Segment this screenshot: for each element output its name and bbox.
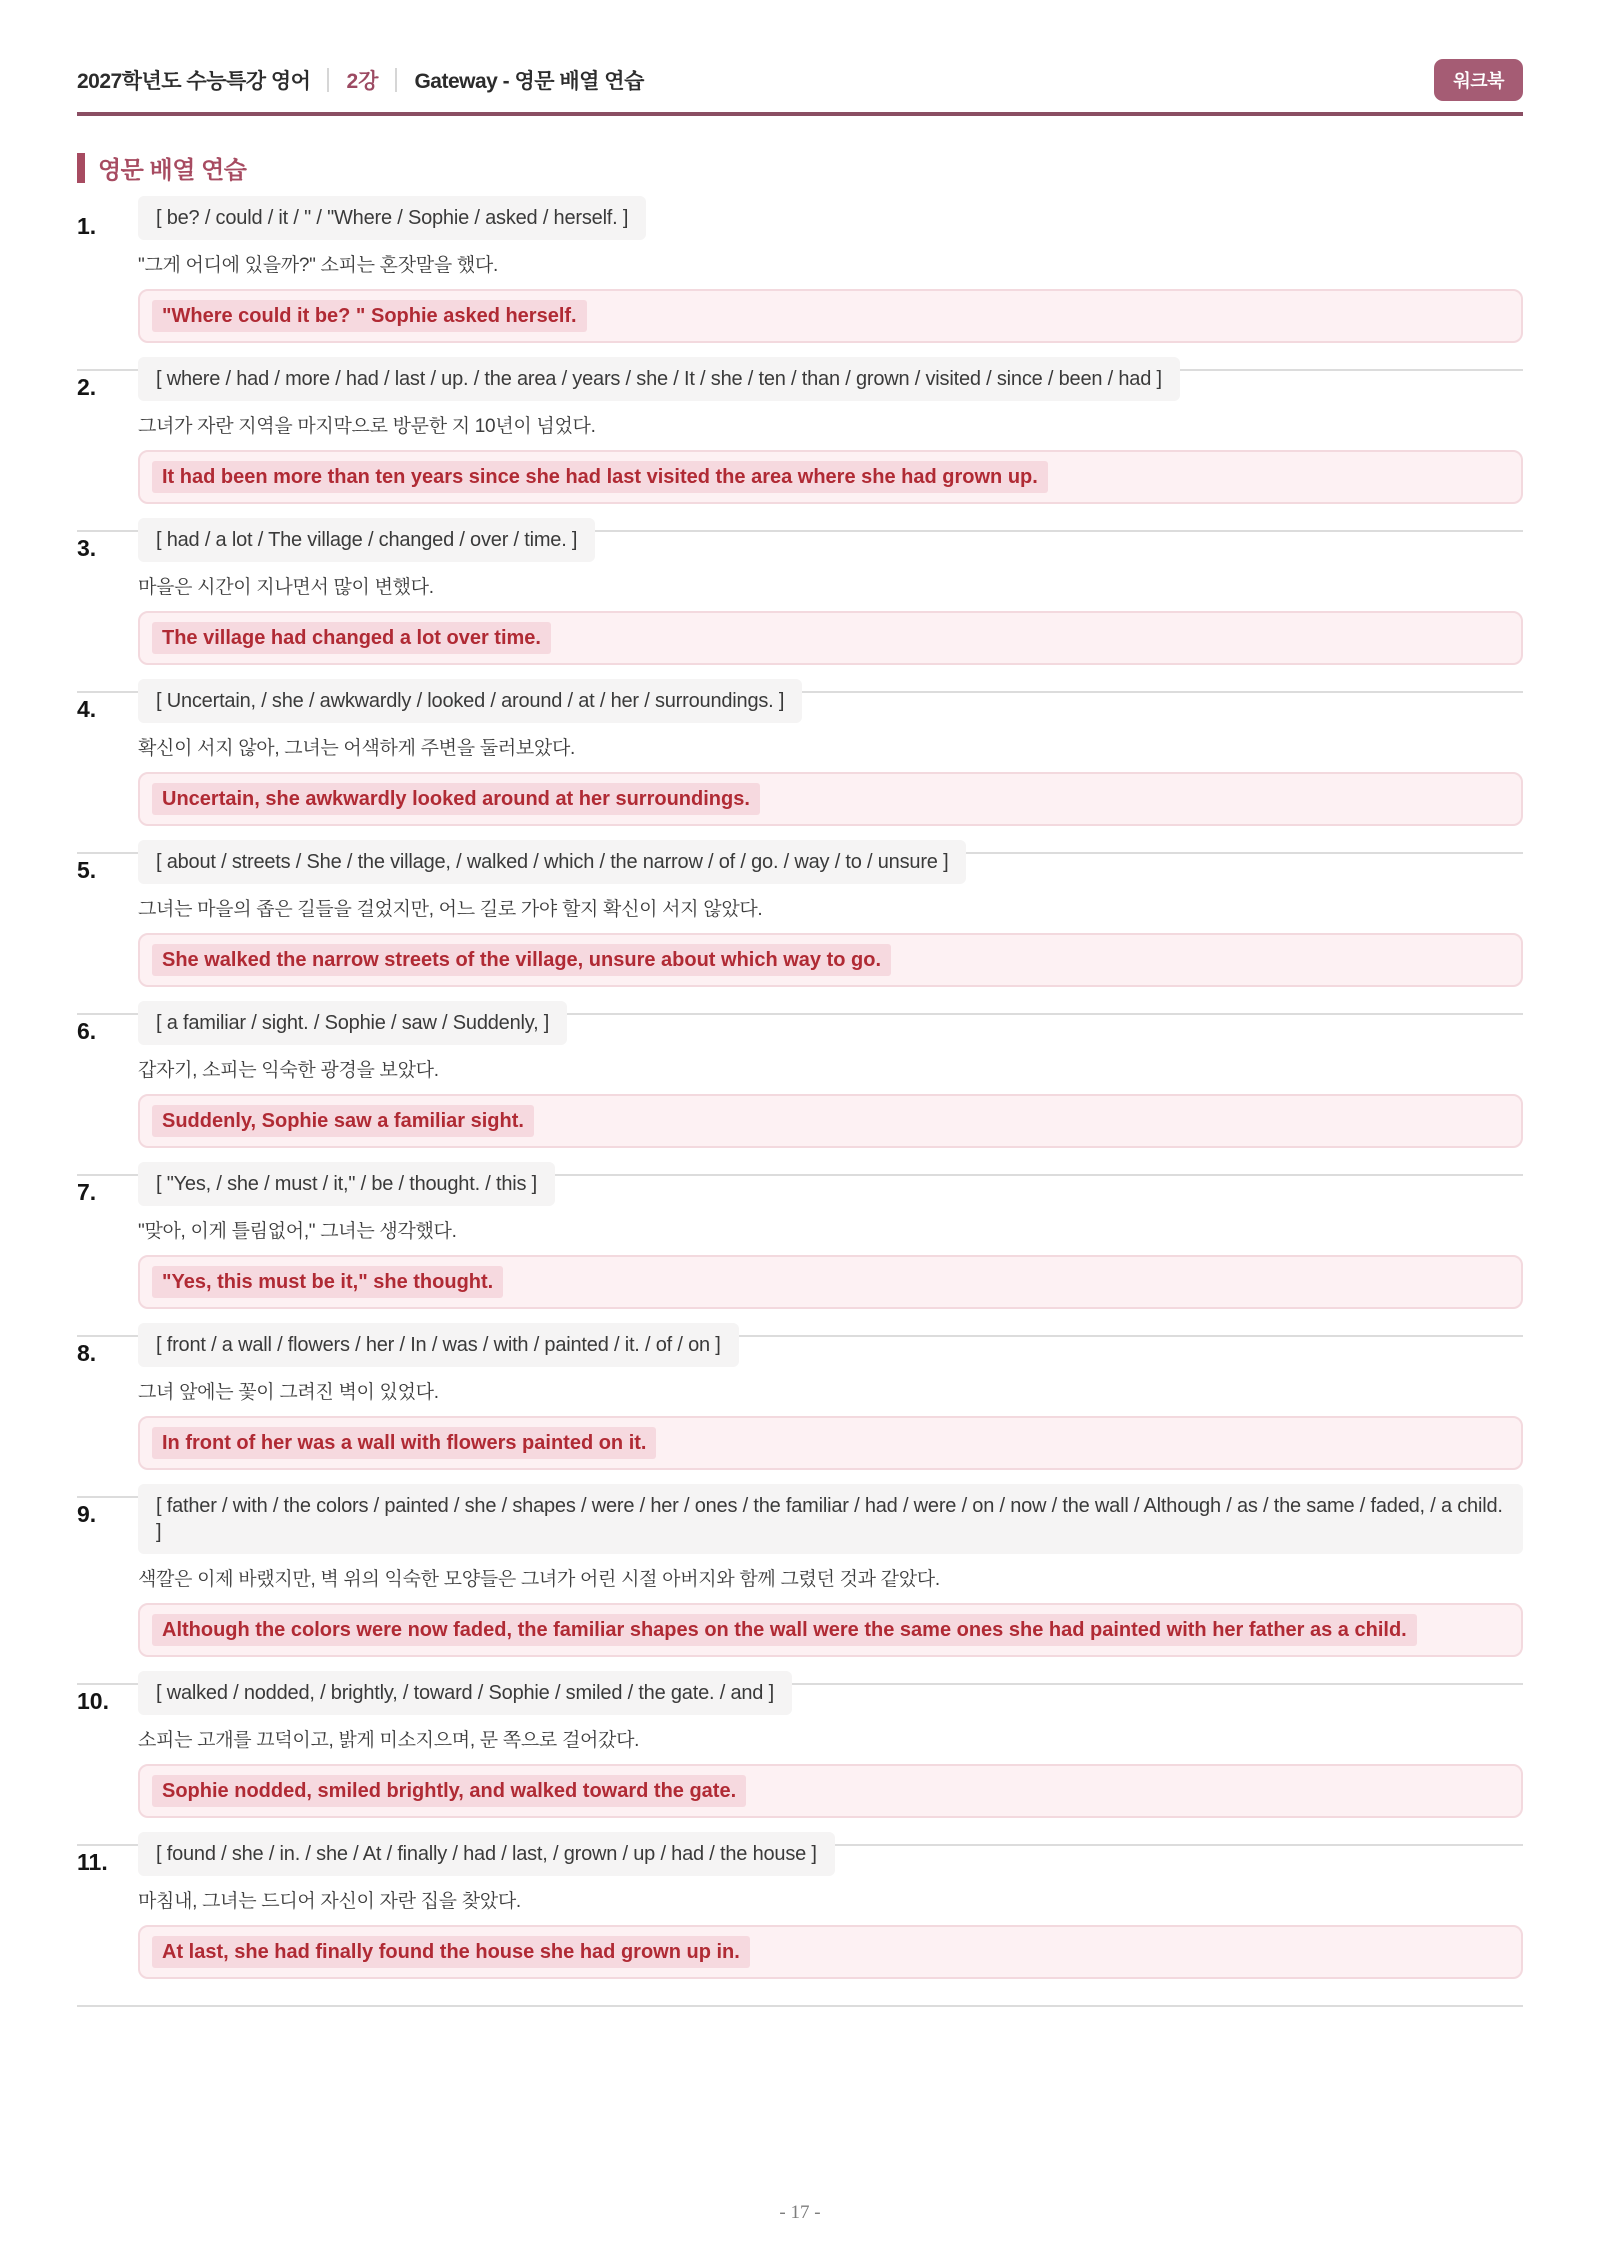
item-number: 4. bbox=[77, 696, 97, 722]
section-title: 영문 배열 연습 bbox=[98, 157, 247, 184]
item-number: 5. bbox=[77, 857, 97, 883]
answer-text: Although the colors were now faded, the familiar shapes on the wall were the same ones she had painted with her father as a child. bbox=[152, 1614, 1417, 1646]
korean-translation: 그녀가 자란 지역을 마지막으로 방문한 지 10년이 넘었다. bbox=[138, 416, 596, 437]
item-row bbox=[77, 1484, 1523, 1554]
item-row bbox=[77, 1162, 1523, 1206]
answer-box bbox=[138, 1416, 1523, 1470]
header-section-title: Gateway - 영문 배열 연습 bbox=[414, 70, 644, 93]
scrambled-words-box: [ a familiar / sight. / Sophie / saw / Suddenly, ] bbox=[138, 1001, 567, 1045]
answer-box bbox=[138, 933, 1523, 987]
item-row bbox=[77, 1001, 1523, 1045]
exercise-item bbox=[77, 1844, 1523, 1979]
item-row bbox=[77, 1832, 1523, 1876]
item-row bbox=[77, 196, 1523, 240]
answer-box bbox=[138, 450, 1523, 504]
scrambled-words-box: [ "Yes, / she / must / it," / be / thought. / this ] bbox=[138, 1162, 555, 1206]
page-header bbox=[77, 60, 1523, 116]
exercise-item bbox=[77, 369, 1523, 504]
header-row bbox=[77, 60, 1523, 100]
scrambled-words-box: [ front / a wall / flowers / her / In / was / with / painted / it. / of / on ] bbox=[138, 1323, 739, 1367]
item-number: 2. bbox=[77, 374, 97, 400]
answer-box bbox=[138, 611, 1523, 665]
scrambled-words-box: [ walked / nodded, / brightly, / toward / Sophie / smiled / the gate. / and ] bbox=[138, 1671, 792, 1715]
item-number: 6. bbox=[77, 1018, 97, 1044]
workbook-badge: 워크북 bbox=[1434, 59, 1523, 101]
exercise-item bbox=[77, 1496, 1523, 1657]
exercise-item bbox=[77, 530, 1523, 665]
korean-translation: "맞아, 이게 틀림없어," 그녀는 생각했다. bbox=[138, 1221, 457, 1242]
korean-translation: 그녀 앞에는 꽃이 그려진 벽이 있었다. bbox=[138, 1382, 439, 1403]
item-row bbox=[77, 1671, 1523, 1715]
header-separator bbox=[327, 68, 329, 92]
korean-translation: 그녀는 마을의 좁은 길들을 걸었지만, 어느 길로 가야 할지 확신이 서지 않았다. bbox=[138, 899, 763, 920]
item-number: 8. bbox=[77, 1340, 97, 1366]
answer-text: It had been more than ten years since she had last visited the area where she had grown up. bbox=[152, 461, 1048, 493]
exercise-item bbox=[77, 1335, 1523, 1470]
korean-translation: 색깔은 이제 바랬지만, 벽 위의 익숙한 모양들은 그녀가 어린 시절 아버지와 함께 그렸던 것과 같았다. bbox=[138, 1569, 940, 1590]
scrambled-words-box: [ about / streets / She / the village, / walked / which / the narrow / of / go. / way / to / unsure ] bbox=[138, 840, 966, 884]
korean-translation: "그게 어디에 있을까?" 소피는 혼잣말을 했다. bbox=[138, 255, 498, 276]
answer-box bbox=[138, 772, 1523, 826]
item-row bbox=[77, 679, 1523, 723]
item-row bbox=[77, 518, 1523, 562]
book-title: 2027학년도 수능특강 영어 bbox=[77, 70, 311, 93]
answer-text: She walked the narrow streets of the village, unsure about which way to go. bbox=[152, 944, 891, 976]
scrambled-words-box: [ Uncertain, / she / awkwardly / looked / around / at / her / surroundings. ] bbox=[138, 679, 802, 723]
exercise-list bbox=[77, 196, 1523, 2007]
answer-box bbox=[138, 1094, 1523, 1148]
item-row bbox=[77, 840, 1523, 884]
page-number: - 17 - bbox=[779, 2202, 821, 2223]
korean-translation: 확신이 서지 않아, 그녀는 어색하게 주변을 둘러보았다. bbox=[138, 738, 576, 759]
exercise-item bbox=[77, 196, 1523, 343]
exercise-item bbox=[77, 852, 1523, 987]
answer-text: At last, she had finally found the house she had grown up in. bbox=[152, 1936, 750, 1968]
answer-text: In front of her was a wall with flowers painted on it. bbox=[152, 1427, 656, 1459]
item-number: 10. bbox=[77, 1688, 109, 1714]
answer-text: Sophie nodded, smiled brightly, and walked toward the gate. bbox=[152, 1775, 746, 1807]
korean-translation: 갑자기, 소피는 익숙한 광경을 보았다. bbox=[138, 1060, 439, 1081]
korean-translation: 마을은 시간이 지나면서 많이 변했다. bbox=[138, 577, 434, 598]
item-row bbox=[77, 357, 1523, 401]
item-number: 7. bbox=[77, 1179, 97, 1205]
exercise-item bbox=[77, 691, 1523, 826]
answer-text: The village had changed a lot over time. bbox=[152, 622, 551, 654]
answer-box bbox=[138, 1925, 1523, 1979]
exercise-item bbox=[77, 1683, 1523, 1818]
korean-translation: 소피는 고개를 끄덕이고, 밝게 미소지으며, 문 쪽으로 걸어갔다. bbox=[138, 1730, 640, 1751]
item-number: 3. bbox=[77, 535, 97, 561]
item-number: 1. bbox=[77, 213, 97, 239]
korean-translation: 마침내, 그녀는 드디어 자신이 자란 집을 찾았다. bbox=[138, 1891, 521, 1912]
answer-box bbox=[138, 1764, 1523, 1818]
exercise-item bbox=[77, 1013, 1523, 1148]
item-number: 9. bbox=[77, 1501, 97, 1527]
answer-box bbox=[138, 1255, 1523, 1309]
header-separator bbox=[395, 68, 397, 92]
answer-text: "Yes, this must be it," she thought. bbox=[152, 1266, 503, 1298]
answer-text: "Where could it be? " Sophie asked herself. bbox=[152, 300, 587, 332]
exercise-item bbox=[77, 1174, 1523, 1309]
scrambled-words-box: [ had / a lot / The village / changed / over / time. ] bbox=[138, 518, 595, 562]
header-rule bbox=[77, 112, 1523, 116]
scrambled-words-box: [ where / had / more / had / last / up. / the area / years / she / It / she / ten / than / grown / visited / since / been / had ] bbox=[138, 357, 1180, 401]
answer-text: Uncertain, she awkwardly looked around at her surroundings. bbox=[152, 783, 760, 815]
answer-box bbox=[138, 289, 1523, 343]
item-row bbox=[77, 1323, 1523, 1367]
section-accent-bar bbox=[77, 153, 85, 183]
scrambled-words-box: [ father / with / the colors / painted / she / shapes / were / her / ones / the familiar / had / were / on / now / the wall / Although / as / the same / faded, / a child. ] bbox=[138, 1484, 1523, 1554]
section-title-block bbox=[77, 150, 246, 185]
scrambled-words-box: [ be? / could / it / " / "Where / Sophie / asked / herself. ] bbox=[138, 196, 646, 240]
answer-box bbox=[138, 1603, 1523, 1657]
item-number: 11. bbox=[77, 1849, 108, 1875]
answer-text: Suddenly, Sophie saw a familiar sight. bbox=[152, 1105, 534, 1137]
scrambled-words-box: [ found / she / in. / she / At / finally / had / last, / grown / up / had / the house ] bbox=[138, 1832, 835, 1876]
lesson-number: 2강 bbox=[346, 70, 379, 93]
final-divider bbox=[77, 2005, 1523, 2007]
